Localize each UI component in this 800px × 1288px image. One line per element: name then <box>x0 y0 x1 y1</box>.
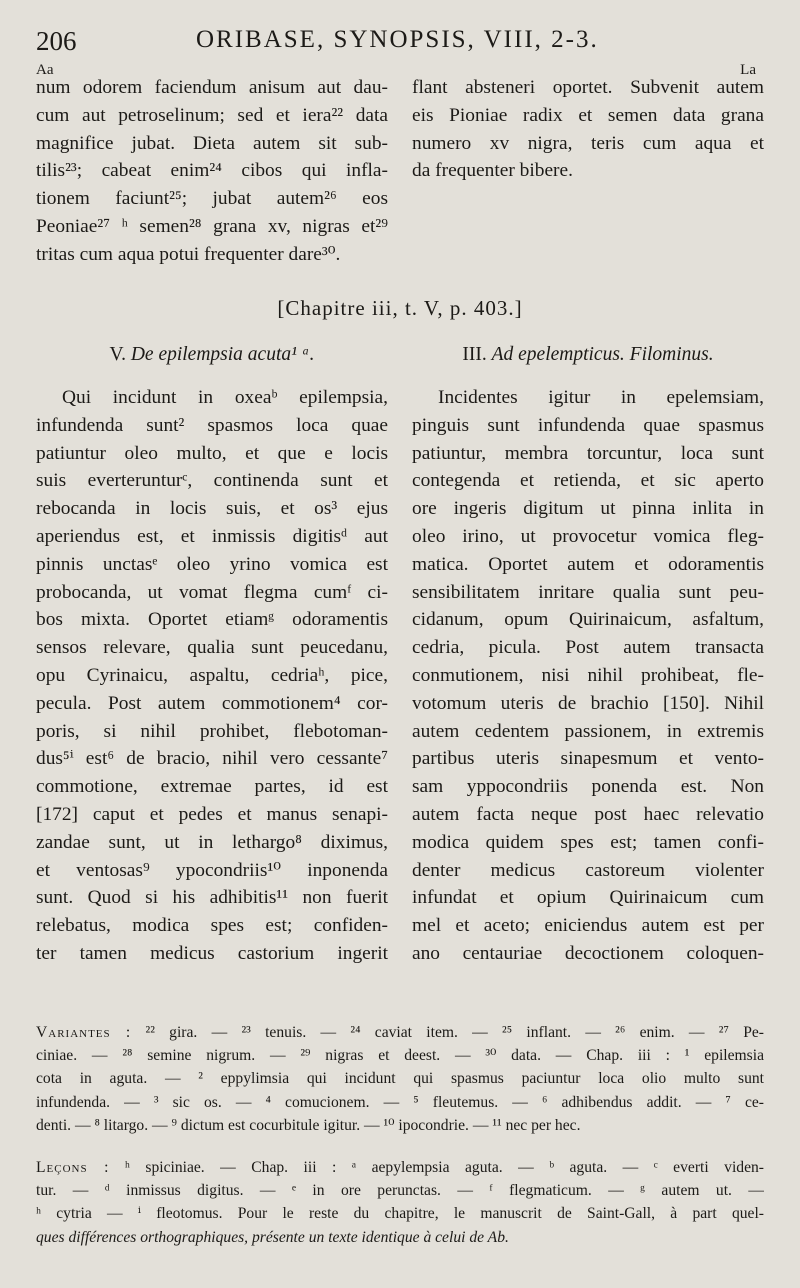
text-line: matica. Oportet autem et odoramentis <box>412 553 764 575</box>
section-title-text: De epilempsia acuta¹ ᵃ. <box>130 344 315 365</box>
apparatus-line <box>36 1156 764 1179</box>
text-line: relebatus, modica spes est; confiden- <box>36 915 388 937</box>
apparatus-text: ²² gira. — ²³ tenuis. — ²⁴ caviat item. — ²⁵ inflant. — ²⁶ enim. — ²⁷ Pe- <box>145 1024 764 1041</box>
right-body-column <box>412 384 764 968</box>
text-line: et ventosas⁹ ypocondriis¹⁰ inponenda <box>36 859 388 881</box>
text-line: modica quidem spes est; tamen confi- <box>412 831 764 853</box>
text-line: tritas cum aqua potui frequenter dare³⁰. <box>36 243 341 265</box>
text-line: sunt. Quod si his adhibitis¹¹ non fuerit <box>36 887 388 909</box>
text-line: cidanum, opum Quirinaicum, asfaltum, <box>412 609 764 631</box>
text-line: ore ingeris digitum ut pinna inlita in <box>412 498 764 520</box>
text-line: patiuntur, membra torcuntur, loca sunt <box>412 442 764 464</box>
text-line: dus⁵ⁱ est⁶ de bracio, nihil vero cessante⁷ <box>36 748 388 770</box>
apparatus-line: cota in aguta. — ² eppylimsia qui incidunt qui spasmus paciuntur loca olio multo sunt <box>36 1070 764 1088</box>
apparatus-text: ʰ spiciniae. — Chap. iii : ᵃ aepylempsia aguta. — ᵇ aguta. — ᶜ everti viden- <box>124 1159 764 1176</box>
text-line: conmutionem, nisi nihil prohibeat, fle- <box>412 664 764 686</box>
text-line: cedria, picula. Post autem transacta <box>412 637 764 659</box>
text-line: suis everterunturᶜ, continenda sunt et <box>36 470 388 492</box>
text-line: opu Cyrinaicu, aspaltu, cedriaʰ, pice, <box>36 664 388 686</box>
manuscript-siglum-right: La <box>740 62 756 78</box>
text-line: sam yppocondriis ponenda est. Non <box>412 776 764 798</box>
text-line: probocanda, ut vomat flegma cumᶠ ci- <box>36 581 388 603</box>
apparatus-label: Leçons : <box>36 1159 110 1176</box>
text-line: sensibilitatem inritare qualia sunt peu- <box>412 581 764 603</box>
text-line: infundat et opium Quirinaicum cum <box>412 887 764 909</box>
text-line: autem facta neque post haec relevatio <box>412 803 764 825</box>
text-line: partibus uteris sinapesmum et vento- <box>412 748 764 770</box>
text-line: poris, si nihil prohibet, flebotoman- <box>36 720 388 742</box>
text-line: commotione, extremae partes, id est <box>36 776 388 798</box>
text-line: zandae sunt, ut in lethargo⁸ diximus, <box>36 831 388 853</box>
section-number: V. <box>109 344 126 365</box>
variants-apparatus <box>36 1021 764 1137</box>
page-number: 206 <box>36 26 77 56</box>
text-line: Peoniae²⁷ ʰ semen²⁸ grana xv, nigras et²⁹ <box>36 215 388 237</box>
text-line: rebocanda in locis suis, et os³ ejus <box>36 498 388 520</box>
text-line: magnifice jubat. Dieta autem sit sub- <box>36 132 388 154</box>
text-line: Qui incidunt in oxeaᵇ epilempsia, <box>62 387 388 408</box>
apparatus-line: ciniae. — ²⁸ semine nigrum. — ²⁹ nigras et deest. — ³⁰ data. — Chap. iii : ¹ epilemsia <box>36 1047 764 1065</box>
left-section-title <box>36 344 388 366</box>
running-head <box>36 26 760 60</box>
right-section-title <box>412 344 764 366</box>
apparatus-line <box>36 1021 764 1044</box>
text-line: pinnis unctasᵉ oleo yrino vomica est <box>36 553 388 575</box>
text-line: eis Pioniae radix et semen data grana <box>412 104 764 126</box>
section-title-text: Ad epelempticus. Filominus. <box>491 344 714 365</box>
apparatus-line: infundenda. — ³ sic os. — ⁴ comucionem. — ⁵ fleutemus. — ⁶ adhibendus addit. — ⁷ ce- <box>36 1093 764 1111</box>
text-line: infundenda sunt² spasmos loca quae <box>36 414 388 436</box>
text-line: mel et aceto; eniciendus autem est per <box>412 915 764 937</box>
text-line: denter medicus castoreum violenter <box>412 859 764 881</box>
text-line: sensos relevare, qualia sunt peucedanu, <box>36 637 388 659</box>
text-line: ter tamen medicus castorium ingerit <box>36 942 388 964</box>
lecons-apparatus <box>36 1156 764 1249</box>
text-line: cum aut petroselinum; sed et iera²² data <box>36 104 388 126</box>
left-body-column <box>36 384 388 968</box>
section-number: III. <box>462 344 487 365</box>
text-line: flant absteneri oportet. Subvenit autem <box>412 77 764 98</box>
text-line: votomum uteris de brachio [150]. Nihil <box>412 692 764 714</box>
top-left-column <box>36 74 388 269</box>
text-line: tilis²³; cabeat enim²⁴ cibos qui infla- <box>36 160 388 182</box>
text-line: [172] caput et pedes et manus senapi- <box>36 803 388 825</box>
text-line: num odorem faciendum anisum aut dau- <box>36 77 388 98</box>
text-line: contegenda et retienda, et sic aperto <box>412 470 764 492</box>
text-line: numero xv nigra, teris cum aqua et <box>412 132 764 154</box>
text-line: ano centauriae decoctionem coloquen- <box>412 942 764 964</box>
chapter-heading: [Chapitre iii, t. V, p. 403.] <box>277 296 523 320</box>
text-line: Incidentes igitur in epelemsiam, <box>438 387 764 408</box>
text-line: patiuntur oleo multo, et que e locis <box>36 442 388 464</box>
text-line: aperiendus est, et inmissis digitisᵈ aut <box>36 525 388 547</box>
text-line: oleo irino, ut provocetur vomica fleg- <box>412 525 764 547</box>
apparatus-line: ʰ cytria — ⁱ fleotomus. Pour le reste du chapitre, le manuscrit de Saint-Gall, à part quel- <box>36 1205 764 1223</box>
text-line: pecula. Post autem commotionem⁴ cor- <box>36 692 388 714</box>
text-line: autem cedentem passionem, in extremis <box>412 720 764 742</box>
running-title: ORIBASE, SYNOPSIS, VIII, 2-3. <box>196 26 599 53</box>
text-line: da frequenter bibere. <box>412 160 573 182</box>
text-line: pinguis sunt infundenda quae spasmus <box>412 414 764 436</box>
apparatus-line: denti. — ⁸ litargo. — ⁹ dictum est cocurbitule igitur. — ¹⁰ ipocondrie. — ¹¹ nec per hec. <box>36 1116 581 1134</box>
text-line: bos mixta. Oportet etiamᵍ odoramentis <box>36 609 388 631</box>
apparatus-line: tur. — ᵈ inmissus digitus. — ᵉ in ore perunctas. — ᶠ flegmaticum. — ᵍ autem ut. — <box>36 1182 764 1200</box>
text-line: tionem faciunt²⁵; jubat autem²⁶ eos <box>36 188 388 210</box>
manuscript-siglum-left: Aa <box>36 62 54 78</box>
apparatus-label: Variantes : <box>36 1024 132 1041</box>
apparatus-line: ques différences orthographiques, présente un texte identique à celui de Ab. <box>36 1228 509 1246</box>
top-right-column <box>412 74 764 185</box>
